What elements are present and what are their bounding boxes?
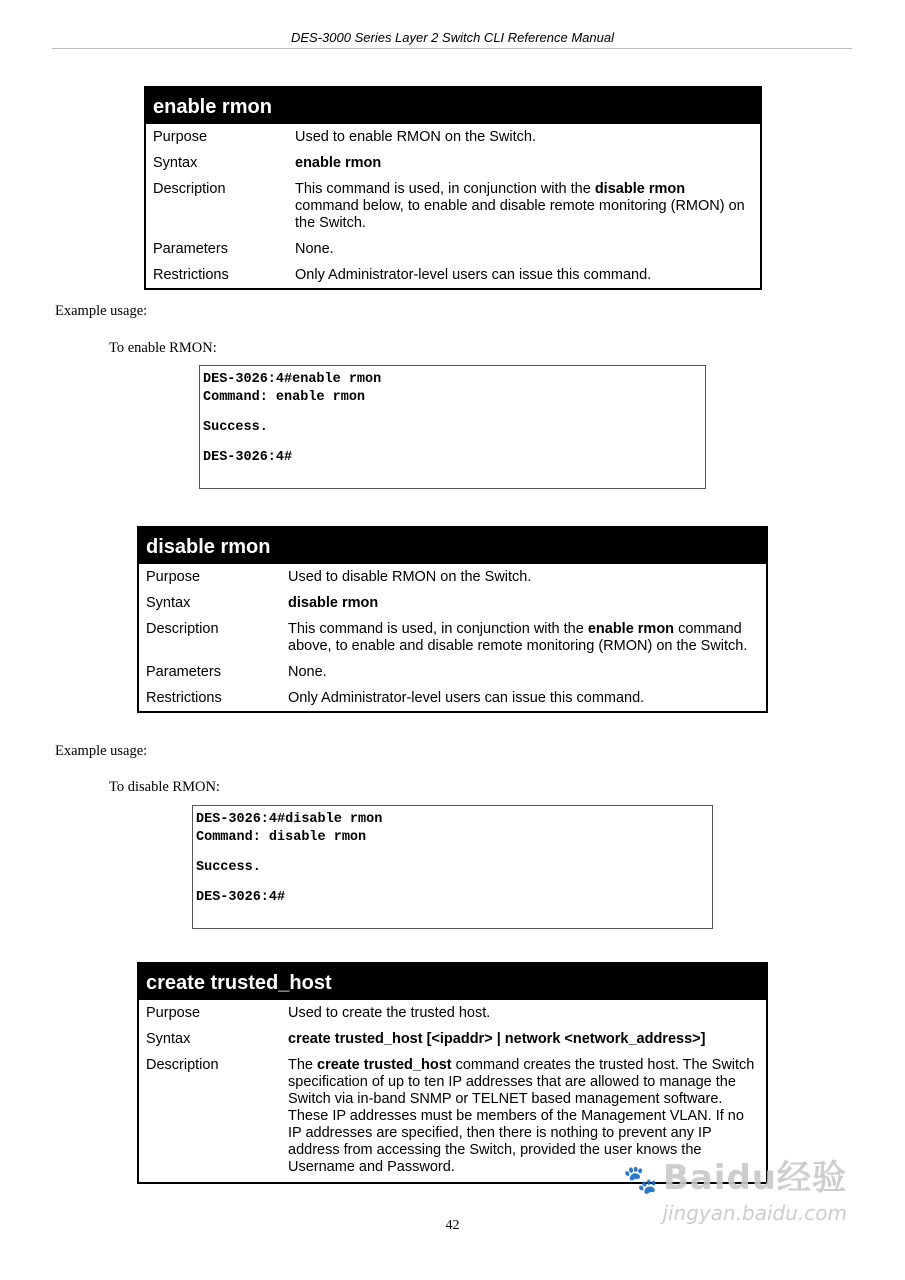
restrictions-value: Only Administrator-level users can issue this command. (295, 267, 652, 283)
syntax-row (139, 1026, 766, 1052)
syntax-label: Syntax (153, 155, 198, 171)
code-gap (203, 407, 702, 419)
description-row (146, 176, 760, 236)
parameters-label: Parameters (153, 241, 228, 257)
code-line: DES-3026:4# (203, 450, 293, 465)
command-table-disable-rmon (137, 526, 768, 713)
purpose-row (139, 1000, 766, 1026)
code-line: Success. (203, 420, 268, 435)
purpose-row (146, 124, 760, 150)
example-intro: To enable RMON: (109, 340, 217, 356)
description-row (139, 616, 766, 659)
parameters-row (146, 236, 760, 262)
description-text-rest: command creates the trusted host. The Switch specification of up to ten IP addresses that are allowed to manage the Switch via in-band SNMP or TELNET based management software. These IP addresses must be members of the Management VLAN. If no IP addresses are specified, then there is nothing to prevent any IP address from accessing the Switch, provided the user knows the Username and Password. (288, 1057, 755, 1175)
code-line: Command: enable rmon (203, 390, 366, 405)
restrictions-value: Only Administrator-level users can issue this command. (288, 690, 645, 706)
code-line: Success. (196, 860, 261, 875)
header-rule (52, 48, 852, 49)
parameters-row (139, 659, 766, 685)
restrictions-label: Restrictions (146, 690, 222, 706)
code-line: DES-3026:4#enable rmon (203, 372, 382, 387)
watermark-logo (623, 1150, 847, 1199)
purpose-value: Used to create the trusted host. (288, 1005, 491, 1021)
example-usage-label: Example usage: (55, 303, 148, 319)
description-label: Description (146, 1057, 219, 1073)
description-label: Description (146, 621, 219, 637)
description-bold-text: create trusted_host (317, 1057, 452, 1073)
code-line: DES-3026:4# (196, 890, 286, 905)
command-title: enable rmon (146, 88, 760, 124)
code-line: DES-3026:4#disable rmon (196, 812, 383, 827)
command-title: disable rmon (139, 528, 766, 564)
syntax-label: Syntax (146, 1031, 191, 1047)
restrictions-label: Restrictions (153, 267, 229, 283)
parameters-value: None. (288, 664, 327, 680)
description-label: Description (153, 181, 226, 197)
parameters-label: Parameters (146, 664, 221, 680)
syntax-row (146, 150, 760, 176)
code-gap (196, 847, 709, 859)
page-number: 42 (445, 1218, 460, 1233)
description-bold-text: enable rmon (587, 621, 675, 637)
syntax-row (139, 590, 766, 616)
watermark-url: jingyan.baidu.com (662, 1201, 847, 1225)
syntax-value: disable rmon (288, 595, 379, 611)
description-text-rest: command above, to enable and disable remote monitoring (RMON) on the Switch. (288, 621, 748, 654)
description-value (295, 181, 760, 232)
parameters-value: None. (295, 241, 334, 257)
purpose-label: Purpose (153, 129, 208, 145)
description-text: The (288, 1057, 318, 1073)
syntax-label: Syntax (146, 595, 191, 611)
code-gap (196, 877, 709, 889)
description-bold-text: disable rmon (594, 181, 686, 197)
code-gap (203, 437, 702, 449)
syntax-value: create trusted_host [<ipaddr> | network <network_address>] (288, 1031, 706, 1047)
watermark-logo-text: Baidu经验 (662, 1158, 847, 1198)
code-line: Command: disable rmon (196, 830, 367, 845)
restrictions-row (146, 262, 760, 288)
page-header: DES-3000 Series Layer 2 Switch CLI Reference Manual (291, 30, 614, 45)
restrictions-row (139, 685, 766, 711)
description-text-rest: command below, to enable and disable remote monitoring (RMON) on the Switch. (295, 198, 745, 231)
example-usage-label: Example usage: (55, 743, 148, 759)
purpose-value: Used to enable RMON on the Switch. (295, 129, 536, 145)
example-intro: To disable RMON: (109, 779, 220, 795)
purpose-row (139, 564, 766, 590)
description-text: This command is used, in conjunction with the (288, 621, 588, 637)
paw-icon: 🐾 (623, 1163, 659, 1196)
command-table-enable-rmon (144, 86, 762, 290)
code-example-disable-rmon (192, 805, 713, 929)
purpose-label: Purpose (146, 1005, 201, 1021)
syntax-value: enable rmon (295, 155, 382, 171)
baidu-watermark (623, 1150, 847, 1225)
purpose-value: Used to disable RMON on the Switch. (288, 569, 532, 585)
purpose-label: Purpose (146, 569, 201, 585)
code-example-enable-rmon (199, 365, 706, 489)
description-text: This command is used, in conjunction with the (295, 181, 595, 197)
command-title: create trusted_host (139, 964, 766, 1000)
description-value (288, 621, 766, 655)
